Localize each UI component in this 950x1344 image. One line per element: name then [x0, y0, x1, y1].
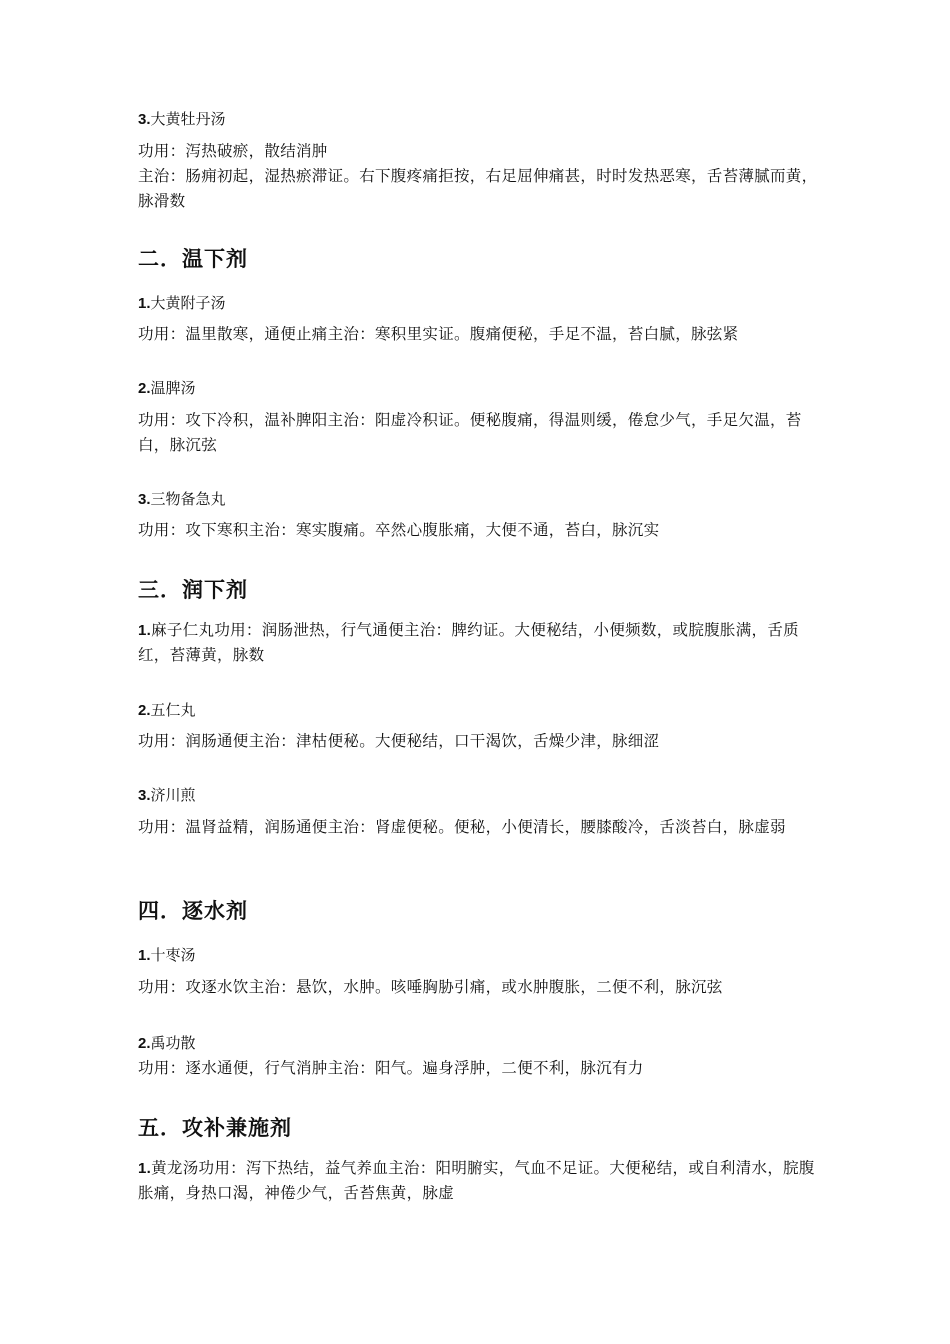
formula-title [138, 489, 828, 510]
formula-entry [138, 109, 828, 130]
formula-description: 功用：温里散寒，通便止痛主治：寒积里实证。腹痛便秘，手足不温，苔白腻，脉弦紧 [138, 325, 739, 343]
formula-title [138, 700, 828, 721]
formula-description: 功用：逐水通便，行气消肿主治：阳气。遍身浮肿，二便不利，脉沉有力 [138, 1059, 644, 1077]
formula-entry [138, 378, 828, 399]
section-heading: 四．逐水剂 [138, 898, 248, 923]
formula-number: 3. [138, 111, 151, 128]
formula-name: 五仁丸 [150, 701, 196, 719]
formula-entry [138, 1033, 828, 1054]
formula-number: 1. [138, 622, 152, 639]
formula-description: 功用：攻逐水饮主治：悬饮，水肿。咳唾胸胁引痛，或水肿腹胀，二便不利，脉沉弦 [138, 978, 723, 996]
formula-text-inline: 麻子仁丸功用：润肠泄热，行气通便主治：脾约证。大便秘结，小便频数，或脘腹胀满，舌质红，苔薄黄，脉数 [138, 621, 799, 664]
section-heading: 五．攻补兼施剂 [138, 1115, 292, 1140]
formula-title [138, 945, 828, 966]
formula-entry [138, 785, 828, 806]
formula-entry [138, 618, 828, 668]
formula-description: 功用：润肠通便主治：津枯便秘。大便秘结，口干渴饮，舌燥少津，脉细涩 [138, 732, 660, 750]
formula-name: 济川煎 [150, 786, 196, 804]
formula-text-inline: 黄龙汤功用：泻下热结，益气养血主治：阳明腑实，气血不足证。大便秘结，或自利清水，脘腹胀痛，身热口渴，神倦少气，舌苔焦黄，脉虚 [138, 1159, 815, 1202]
formula-title [138, 378, 828, 399]
formula-number: 1. [138, 947, 151, 964]
formula-name: 禹功散 [150, 1034, 196, 1052]
formula-text [138, 408, 828, 458]
formula-name: 十枣汤 [150, 946, 196, 964]
formula-text [138, 518, 828, 543]
formula-description [138, 618, 828, 668]
formula-description [138, 1156, 828, 1206]
formula-number: 2. [138, 1035, 151, 1052]
formula-number: 2. [138, 702, 151, 719]
formula-function: 功用：泻热破瘀，散结消肿 [138, 142, 328, 160]
formula-title [138, 1033, 828, 1054]
formula-entry [138, 1156, 828, 1206]
formula-name: 大黄牡丹汤 [150, 110, 226, 128]
formula-title [138, 293, 828, 314]
formula-text [138, 322, 828, 347]
formula-description: 功用：温肾益精，润肠通便主治：肾虚便秘。便秘，小便清长，腰膝酸冷，舌淡苔白，脉虚弱 [138, 818, 786, 836]
formula-number: 3. [138, 491, 151, 508]
formula-entry [138, 489, 828, 510]
formula-text [138, 1056, 828, 1081]
formula-number: 3. [138, 787, 151, 804]
formula-name: 三物备急丸 [150, 490, 226, 508]
formula-number: 2. [138, 380, 151, 397]
formula-text [138, 975, 828, 1000]
formula-entry [138, 700, 828, 721]
section-heading: 三．润下剂 [138, 577, 248, 602]
formula-text [138, 729, 828, 754]
formula-entry [138, 293, 828, 314]
formula-text [138, 815, 828, 840]
formula-number: 1. [138, 1160, 152, 1177]
formula-title [138, 785, 828, 806]
section-heading: 二．温下剂 [138, 246, 248, 271]
formula-entry [138, 945, 828, 966]
formula-text [138, 139, 828, 214]
formula-number: 1. [138, 295, 151, 312]
formula-indication: 主治：肠痈初起，湿热瘀滞证。右下腹疼痛拒按，右足屈伸痛甚，时时发热恶寒，舌苔薄腻而黄，脉滑数 [138, 167, 818, 210]
formula-description: 功用：攻下寒积主治：寒实腹痛。卒然心腹胀痛，大便不通，苔白，脉沉实 [138, 521, 660, 539]
formula-description: 功用：攻下冷积，温补脾阳主治：阳虚冷积证。便秘腹痛，得温则缓，倦怠少气，手足欠温，苔白，脉沉弦 [138, 411, 802, 454]
formula-title [138, 109, 828, 130]
formula-name: 温脾汤 [150, 379, 196, 397]
formula-name: 大黄附子汤 [150, 294, 226, 312]
